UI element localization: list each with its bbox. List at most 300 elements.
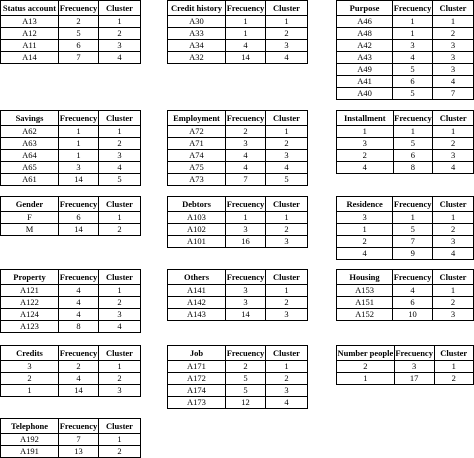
cluster-cell: 2 <box>99 373 141 385</box>
header-row <box>337 270 474 285</box>
cluster-cell: 1 <box>434 361 473 373</box>
frequency-cell: 17 <box>394 373 434 385</box>
header-row <box>168 270 308 285</box>
table-row <box>1 212 141 224</box>
cluster-cell: 5 <box>266 174 308 186</box>
cluster-cell: 2 <box>99 224 141 236</box>
category-cell: A171 <box>168 361 226 373</box>
table-row <box>168 385 308 397</box>
cluster-cell: 2 <box>432 28 473 40</box>
frequency-cell: 5 <box>226 385 266 397</box>
category-cell: A122 <box>1 297 59 309</box>
cluster-cell: 1 <box>99 126 141 138</box>
column-header-cluster: Cluster <box>433 111 474 126</box>
category-cell: A40 <box>337 88 393 100</box>
frequency-cell: 2 <box>226 126 266 138</box>
table-title: Savings <box>1 111 59 126</box>
frequency-cell: 4 <box>393 52 433 64</box>
column-header-cluster: Cluster <box>434 346 473 361</box>
table-row <box>337 76 474 88</box>
category-cell: A48 <box>337 28 393 40</box>
frequency-cell: 3 <box>394 361 434 373</box>
cluster-cell: 2 <box>266 224 308 236</box>
table-title: Property <box>1 270 59 285</box>
telephone-table <box>0 418 141 458</box>
frequency-cell: 6 <box>393 76 433 88</box>
category-cell: A46 <box>337 16 393 28</box>
category-cell: 4 <box>337 162 394 174</box>
table-row <box>337 248 474 260</box>
column-header-frequency: Frecuency <box>59 111 99 126</box>
cluster-cell: 4 <box>266 52 308 64</box>
cluster-cell: 1 <box>432 16 473 28</box>
header-row <box>1 111 141 126</box>
header-row <box>168 346 308 361</box>
table-title: Housing <box>337 270 393 285</box>
cluster-cell: 1 <box>266 16 308 28</box>
table-row <box>337 138 474 150</box>
table-row <box>168 28 308 40</box>
cluster-cell: 2 <box>432 297 473 309</box>
category-cell: A152 <box>337 309 393 321</box>
credits-table <box>0 345 141 397</box>
table-row <box>1 52 141 64</box>
column-header-cluster: Cluster <box>99 1 141 16</box>
column-header-frequency: Frecuency <box>59 346 99 361</box>
cluster-cell: 3 <box>432 64 473 76</box>
frequency-cell: 4 <box>393 285 433 297</box>
frequency-cell: 8 <box>59 321 99 333</box>
cluster-cell: 1 <box>99 16 141 28</box>
table-row <box>168 40 308 52</box>
header-row <box>1 1 141 16</box>
frequency-cell: 4 <box>226 162 266 174</box>
frequency-cell: 7 <box>59 52 99 64</box>
job-table <box>167 345 308 409</box>
cluster-cell: 1 <box>433 212 474 224</box>
category-cell: A101 <box>168 236 226 248</box>
frequency-cell: 1 <box>393 28 433 40</box>
frequency-cell: 14 <box>226 309 266 321</box>
cluster-cell: 3 <box>432 40 473 52</box>
table-row <box>337 224 474 236</box>
frequency-cell: 1 <box>226 28 266 40</box>
table-title: Status account <box>1 1 59 16</box>
header-row <box>168 197 308 212</box>
frequency-cell: 6 <box>393 297 433 309</box>
table-row <box>1 446 141 458</box>
category-cell: 3 <box>337 212 393 224</box>
table-row <box>168 224 308 236</box>
category-cell: A42 <box>337 40 393 52</box>
frequency-cell: 2 <box>59 361 99 373</box>
column-header-cluster: Cluster <box>99 346 141 361</box>
category-cell: A49 <box>337 64 393 76</box>
cluster-cell: 3 <box>432 52 473 64</box>
cluster-cell: 2 <box>266 138 308 150</box>
header-row <box>337 111 474 126</box>
table-row <box>1 138 141 150</box>
column-header-frequency: Frecuency <box>393 1 433 16</box>
cluster-cell: 3 <box>99 40 141 52</box>
table-row <box>1 150 141 162</box>
frequency-cell: 5 <box>226 373 266 385</box>
category-cell: A103 <box>168 212 226 224</box>
cluster-cell: 4 <box>433 248 474 260</box>
cluster-cell: 2 <box>266 373 308 385</box>
column-header-cluster: Cluster <box>99 419 141 434</box>
column-header-cluster: Cluster <box>266 346 308 361</box>
frequency-cell: 3 <box>226 285 266 297</box>
category-cell: A174 <box>168 385 226 397</box>
cluster-cell: 4 <box>433 162 474 174</box>
frequency-cell: 1 <box>393 16 433 28</box>
cluster-cell: 3 <box>266 150 308 162</box>
table-row <box>1 174 141 186</box>
header-row <box>1 270 141 285</box>
column-header-cluster: Cluster <box>266 270 308 285</box>
column-header-frequency: Frecuency <box>59 1 99 16</box>
table-row <box>337 361 474 373</box>
table-row <box>168 361 308 373</box>
cluster-cell: 1 <box>99 361 141 373</box>
category-cell: A65 <box>1 162 59 174</box>
table-row <box>168 309 308 321</box>
frequency-cell: 4 <box>59 309 99 321</box>
frequency-cell: 5 <box>393 64 433 76</box>
frequency-cell: 7 <box>59 434 99 446</box>
table-row <box>168 212 308 224</box>
table-title: Job <box>168 346 226 361</box>
column-header-cluster: Cluster <box>266 1 308 16</box>
frequency-cell: 9 <box>393 248 433 260</box>
table-row <box>168 373 308 385</box>
category-cell: A62 <box>1 126 59 138</box>
table-row <box>337 236 474 248</box>
category-cell: A41 <box>337 76 393 88</box>
table-title: Employment <box>168 111 226 126</box>
cluster-cell: 2 <box>99 297 141 309</box>
frequency-cell: 1 <box>59 138 99 150</box>
cluster-cell: 4 <box>266 162 308 174</box>
category-cell: 1 <box>337 126 394 138</box>
table-title: Debtors <box>168 197 226 212</box>
category-cell: A75 <box>168 162 226 174</box>
category-cell: A11 <box>1 40 59 52</box>
category-cell: A43 <box>337 52 393 64</box>
table-row <box>168 150 308 162</box>
cluster-cell: 1 <box>266 285 308 297</box>
table-row <box>337 150 474 162</box>
table-row <box>1 373 141 385</box>
column-header-cluster: Cluster <box>99 111 141 126</box>
category-cell: 4 <box>337 248 393 260</box>
column-header-frequency: Frecuency <box>226 346 266 361</box>
table-row <box>337 64 474 76</box>
number-people-table <box>336 345 474 385</box>
frequency-cell: 16 <box>226 236 266 248</box>
category-cell: A192 <box>1 434 59 446</box>
column-header-frequency: Frecuency <box>226 270 266 285</box>
cluster-cell: 3 <box>433 150 474 162</box>
table-row <box>168 162 308 174</box>
cluster-cell: 2 <box>99 138 141 150</box>
status-account-table <box>0 0 141 64</box>
frequency-cell: 5 <box>393 88 433 100</box>
category-cell: A63 <box>1 138 59 150</box>
header-row <box>337 197 474 212</box>
frequency-cell: 5 <box>393 138 433 150</box>
cluster-cell: 1 <box>433 126 474 138</box>
column-header-frequency: Frecuency <box>59 270 99 285</box>
table-row <box>337 373 474 385</box>
table-title: Telephone <box>1 419 59 434</box>
category-cell: A34 <box>168 40 226 52</box>
cluster-cell: 2 <box>434 373 473 385</box>
table-row <box>337 309 474 321</box>
frequency-cell: 3 <box>226 138 266 150</box>
category-cell: A191 <box>1 446 59 458</box>
table-row <box>168 174 308 186</box>
frequency-cell: 6 <box>59 40 99 52</box>
frequency-cell: 14 <box>59 385 99 397</box>
cluster-cell: 3 <box>433 236 474 248</box>
category-cell: A30 <box>168 16 226 28</box>
frequency-cell: 1 <box>59 150 99 162</box>
table-title: Residence <box>337 197 393 212</box>
frequency-cell: 4 <box>226 150 266 162</box>
header-row <box>168 111 308 126</box>
table-row <box>1 126 141 138</box>
table-row <box>337 126 474 138</box>
table-row <box>168 16 308 28</box>
column-header-frequency: Frecuency <box>226 111 266 126</box>
cluster-cell: 2 <box>433 138 474 150</box>
cluster-cell: 3 <box>99 385 141 397</box>
column-header-frequency: Frecuency <box>226 197 266 212</box>
column-header-frequency: Frecuency <box>226 1 266 16</box>
table-row <box>1 28 141 40</box>
category-cell: A13 <box>1 16 59 28</box>
category-cell: F <box>1 212 59 224</box>
frequency-cell: 4 <box>59 285 99 297</box>
category-cell: A123 <box>1 321 59 333</box>
table-title: Number people <box>337 346 395 361</box>
frequency-cell: 7 <box>393 236 433 248</box>
category-cell: A151 <box>337 297 393 309</box>
cluster-cell: 2 <box>99 446 141 458</box>
category-cell: A173 <box>168 397 226 409</box>
cluster-cell: 3 <box>99 150 141 162</box>
table-row <box>1 309 141 321</box>
cluster-cell: 4 <box>432 76 473 88</box>
frequency-cell: 2 <box>226 361 266 373</box>
table-title: Installment <box>337 111 394 126</box>
frequency-cell: 12 <box>226 397 266 409</box>
purpose-table <box>336 0 474 100</box>
category-cell: A124 <box>1 309 59 321</box>
header-row <box>337 1 474 16</box>
column-header-cluster: Cluster <box>432 1 473 16</box>
cluster-cell: 3 <box>266 309 308 321</box>
table-row <box>1 162 141 174</box>
frequency-cell: 14 <box>59 174 99 186</box>
others-table <box>167 269 308 321</box>
category-cell: 3 <box>1 361 59 373</box>
column-header-frequency: Frecuency <box>59 419 99 434</box>
table-row <box>337 28 474 40</box>
table-row <box>168 52 308 64</box>
table-row <box>1 361 141 373</box>
frequency-cell: 3 <box>226 297 266 309</box>
table-title: Gender <box>1 197 59 212</box>
cluster-cell: 3 <box>266 385 308 397</box>
column-header-cluster: Cluster <box>266 111 308 126</box>
frequency-cell: 3 <box>226 224 266 236</box>
category-cell: 2 <box>337 361 395 373</box>
frequency-cell: 14 <box>226 52 266 64</box>
housing-table <box>336 269 474 321</box>
column-header-frequency: Frecuency <box>59 197 99 212</box>
table-title: Credits <box>1 346 59 361</box>
category-cell: A142 <box>168 297 226 309</box>
column-header-cluster: Cluster <box>432 270 473 285</box>
frequency-cell: 5 <box>393 224 433 236</box>
frequency-cell: 6 <box>59 212 99 224</box>
category-cell: A61 <box>1 174 59 186</box>
frequency-cell: 13 <box>59 446 99 458</box>
frequency-cell: 6 <box>393 150 433 162</box>
category-cell: A33 <box>168 28 226 40</box>
frequency-cell: 2 <box>59 16 99 28</box>
frequency-cell: 4 <box>59 297 99 309</box>
table-row <box>168 297 308 309</box>
credit-history-table <box>167 0 308 64</box>
category-cell: 1 <box>337 373 395 385</box>
cluster-cell: 3 <box>99 309 141 321</box>
table-row <box>168 397 308 409</box>
table-row <box>1 16 141 28</box>
column-header-cluster: Cluster <box>266 197 308 212</box>
installment-table <box>336 110 474 174</box>
column-header-cluster: Cluster <box>433 197 474 212</box>
cluster-cell: 4 <box>99 162 141 174</box>
category-cell: A172 <box>168 373 226 385</box>
column-header-frequency: Frecuency <box>393 197 433 212</box>
category-cell: A121 <box>1 285 59 297</box>
category-cell: 2 <box>1 373 59 385</box>
frequency-cell: 1 <box>226 212 266 224</box>
frequency-cell: 3 <box>393 40 433 52</box>
category-cell: A72 <box>168 126 226 138</box>
table-row <box>1 285 141 297</box>
table-row <box>337 40 474 52</box>
table-row <box>337 16 474 28</box>
table-title: Credit history <box>168 1 226 16</box>
cluster-cell: 4 <box>99 52 141 64</box>
table-row <box>337 88 474 100</box>
cluster-cell: 3 <box>266 40 308 52</box>
cluster-cell: 7 <box>432 88 473 100</box>
category-cell: 2 <box>337 236 393 248</box>
residence-table <box>336 196 474 260</box>
frequency-cell: 1 <box>59 126 99 138</box>
property-table <box>0 269 141 333</box>
table-row <box>168 138 308 150</box>
table-row <box>1 434 141 446</box>
table-row <box>1 321 141 333</box>
cluster-cell: 1 <box>266 361 308 373</box>
table-row <box>1 40 141 52</box>
table-row <box>168 285 308 297</box>
frequency-cell: 8 <box>393 162 433 174</box>
table-row <box>337 285 474 297</box>
header-row <box>337 346 474 361</box>
frequency-cell: 10 <box>393 309 433 321</box>
table-row <box>337 297 474 309</box>
category-cell: M <box>1 224 59 236</box>
column-header-frequency: Frecuency <box>393 270 433 285</box>
category-cell: A32 <box>168 52 226 64</box>
frequency-cell: 1 <box>393 212 433 224</box>
cluster-cell: 1 <box>266 212 308 224</box>
frequency-cell: 4 <box>59 373 99 385</box>
frequency-cell: 5 <box>59 28 99 40</box>
cluster-cell: 4 <box>99 321 141 333</box>
category-cell: A153 <box>337 285 393 297</box>
cluster-cell: 2 <box>266 28 308 40</box>
category-cell: 1 <box>1 385 59 397</box>
header-row <box>168 1 308 16</box>
category-cell: A14 <box>1 52 59 64</box>
header-row <box>1 419 141 434</box>
savings-table <box>0 110 141 186</box>
cluster-cell: 1 <box>99 434 141 446</box>
category-cell: A141 <box>168 285 226 297</box>
cluster-cell: 4 <box>266 397 308 409</box>
column-header-cluster: Cluster <box>99 270 141 285</box>
column-header-frequency: Frecuency <box>394 346 434 361</box>
header-row <box>1 346 141 361</box>
column-header-frequency: Frecuency <box>393 111 433 126</box>
cluster-cell: 3 <box>432 309 473 321</box>
employment-table <box>167 110 308 186</box>
cluster-cell: 1 <box>266 126 308 138</box>
table-title: Others <box>168 270 226 285</box>
cluster-cell: 5 <box>99 174 141 186</box>
frequency-cell: 4 <box>226 40 266 52</box>
column-header-cluster: Cluster <box>99 197 141 212</box>
category-cell: 1 <box>337 224 393 236</box>
cluster-cell: 1 <box>432 285 473 297</box>
category-cell: A74 <box>168 150 226 162</box>
table-row <box>168 126 308 138</box>
cluster-cell: 2 <box>433 224 474 236</box>
cluster-cell: 1 <box>99 285 141 297</box>
table-row <box>168 236 308 248</box>
cluster-cell: 3 <box>266 236 308 248</box>
cluster-cell: 2 <box>99 28 141 40</box>
frequency-cell: 1 <box>393 126 433 138</box>
frequency-cell: 7 <box>226 174 266 186</box>
frequency-cell: 14 <box>59 224 99 236</box>
table-row <box>1 224 141 236</box>
category-cell: A71 <box>168 138 226 150</box>
table-row <box>337 162 474 174</box>
category-cell: 2 <box>337 150 394 162</box>
frequency-cell: 1 <box>226 16 266 28</box>
table-row <box>1 385 141 397</box>
